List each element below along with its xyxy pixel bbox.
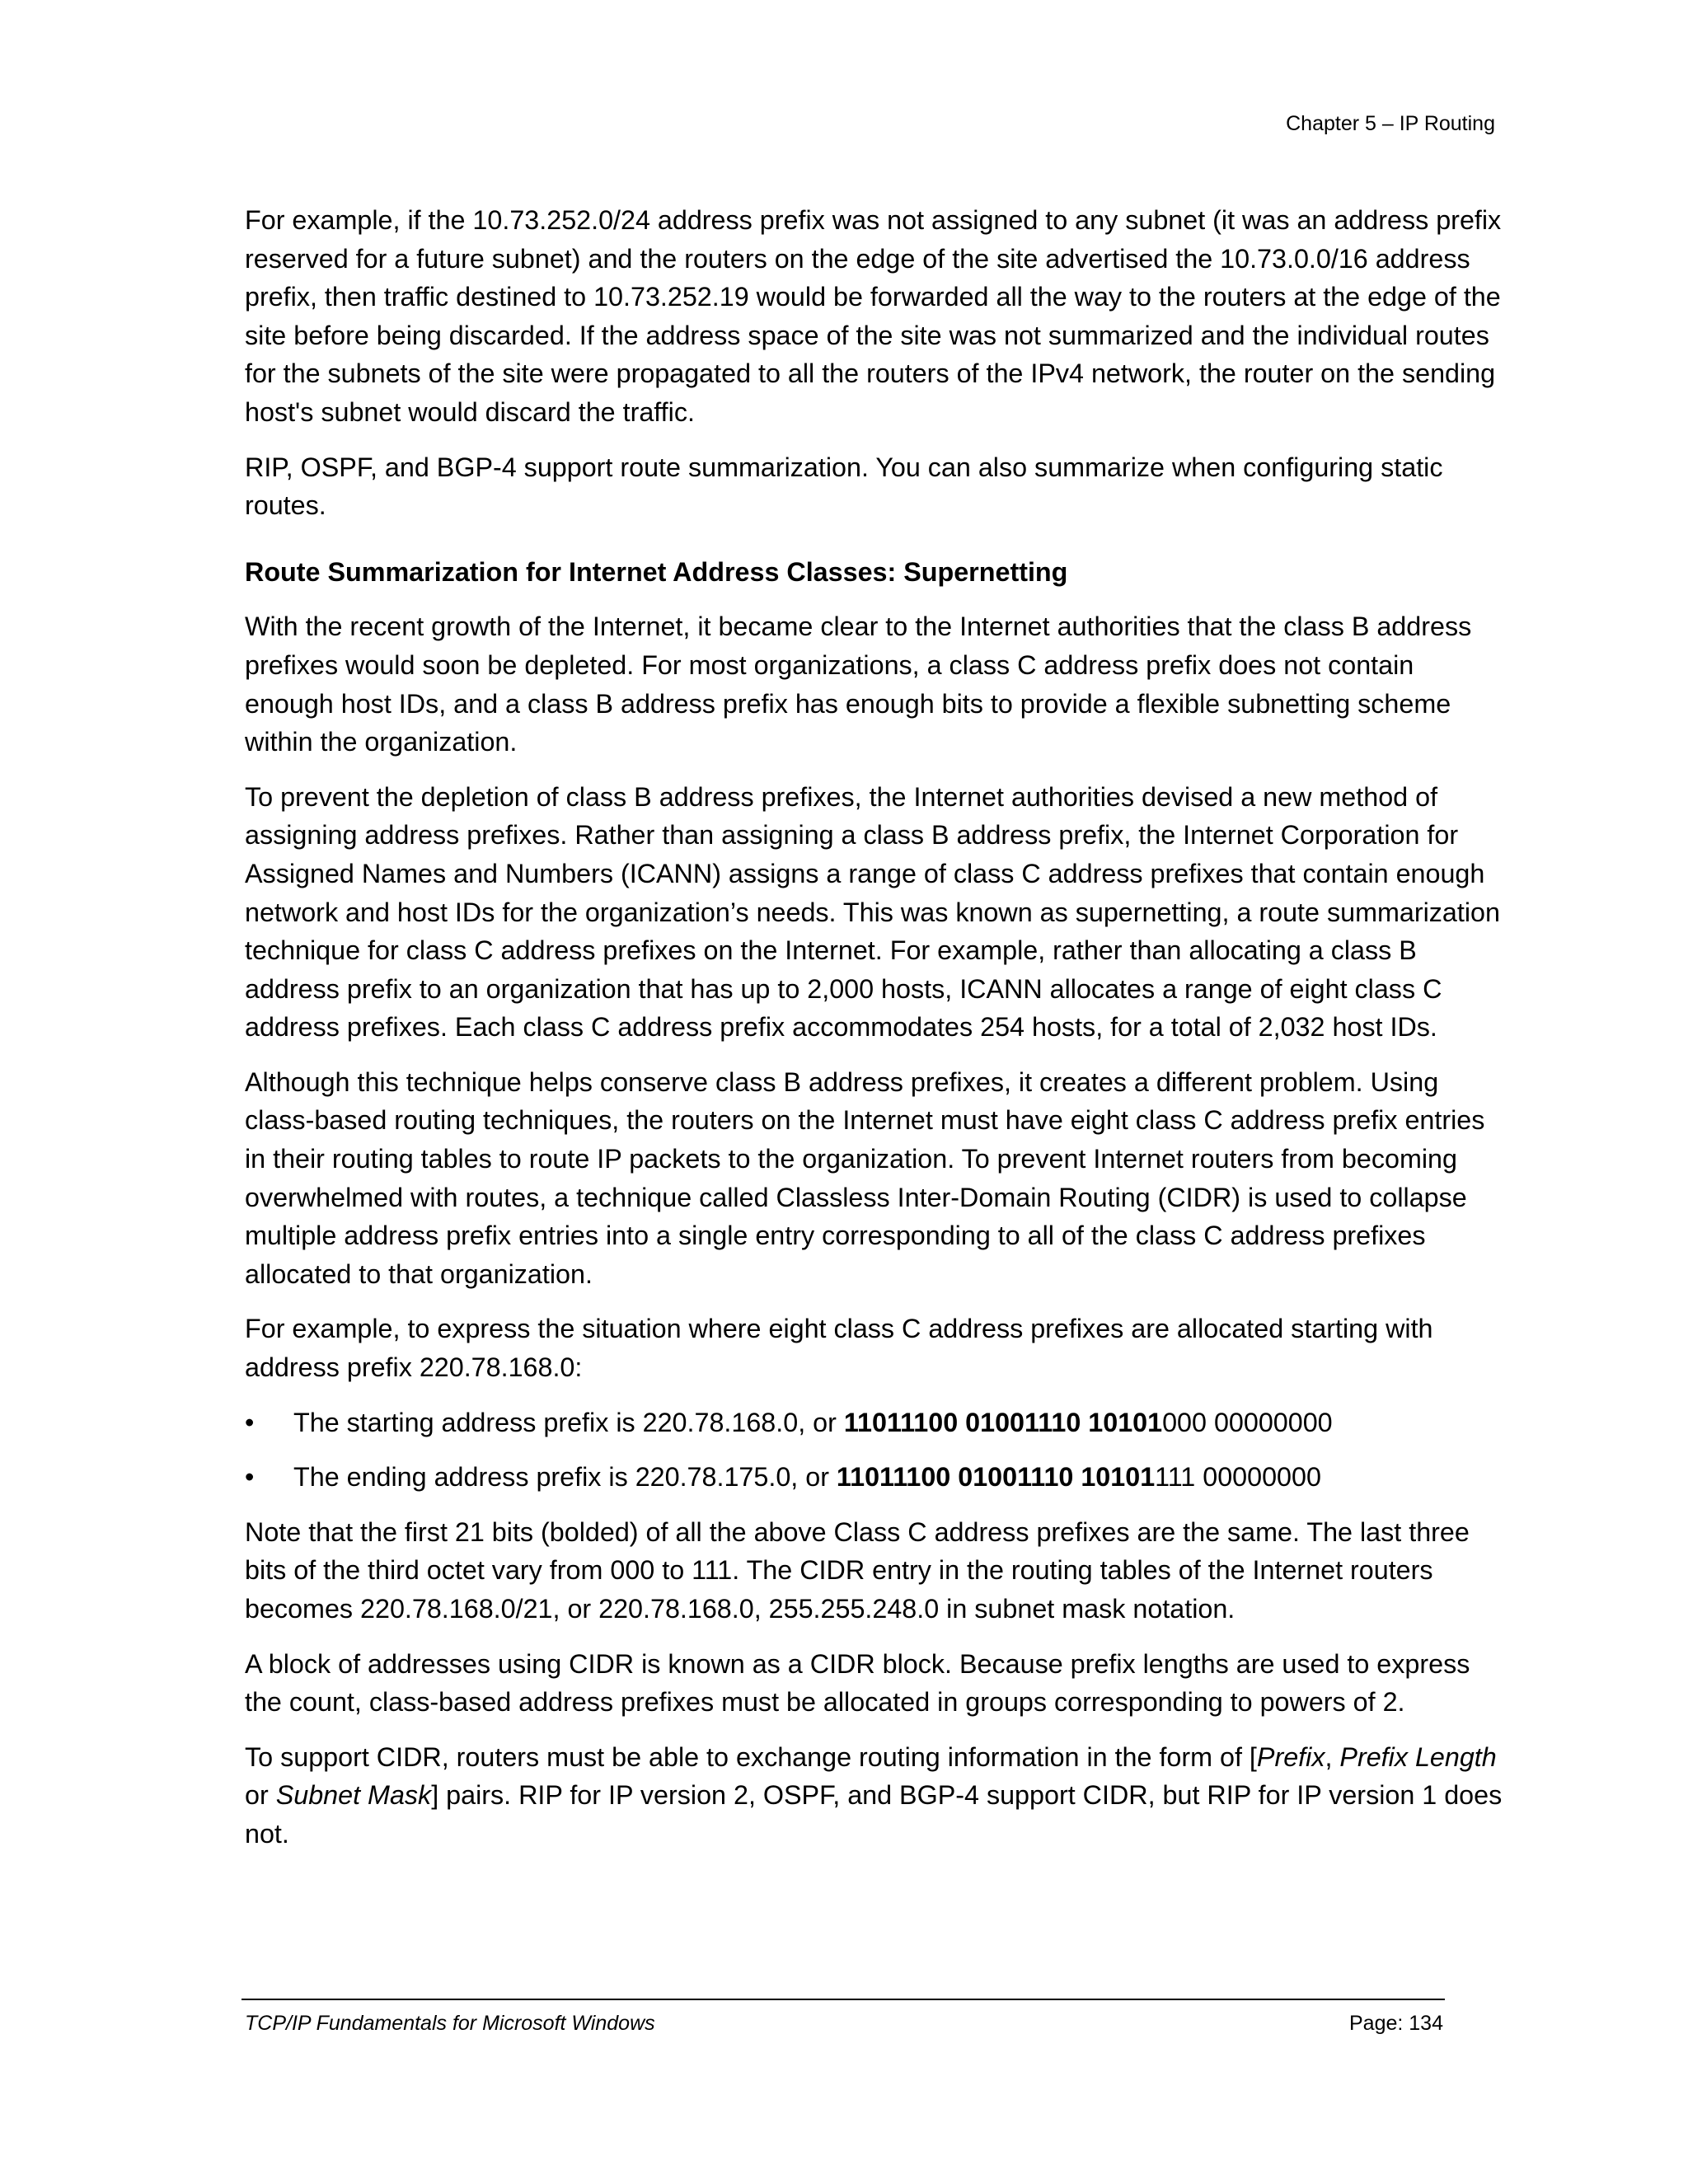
paragraph: With the recent growth of the Internet, it became clear to the Internet authorities that the class B address prefixes would soon be depleted. For most organizations, a class C address prefix does not contain enough host IDs, and a class B address prefix has enough bits to provide a flexible subnetting scheme within the organization. bbox=[245, 612, 1472, 757]
paragraph: Note that the first 21 bits (bolded) of all the above Class C address prefixes are the same. The last three bits of the third octet vary from 000 to 111. The CIDR entry in the routing tables of the Internet routers becomes 220.78.168.0/21, or 220.78.168.0, 255.255.248.0 in subnet mask notation. bbox=[245, 1516, 1470, 1624]
list-item bbox=[245, 1458, 1506, 1497]
paragraph: To support CIDR, routers must be able to exchange routing information in the form of [Prefix, Prefix Length or Subnet Mask] pairs. RIP for IP version 2, OSPF, and BGP-4 support CIDR, but RIP for IP version 1 does not. bbox=[245, 1741, 1503, 1849]
list-item-bold-bits: 11011100 01001110 10101 bbox=[836, 1462, 1156, 1493]
paragraph: A block of addresses using CIDR is known as a CIDR block. Because prefix lengths are used to express the count, class-based address prefixes must be allocated in groups corresponding to powers of 2. bbox=[245, 1648, 1470, 1718]
list-item-rest-bits: 000 00000000 bbox=[1162, 1407, 1333, 1437]
section-heading: Route Summarization for Internet Address Classes: Supernetting bbox=[245, 556, 1068, 587]
list-item-rest-bits: 111 00000000 bbox=[1155, 1462, 1321, 1493]
list-item-bold-bits: 11011100 01001110 10101 bbox=[843, 1407, 1163, 1437]
paragraph: Although this technique helps conserve class B address prefixes, it creates a different problem. Using class-based routing techniques, the routers on the Internet must have eight class C address prefix entries in their routing tables to route IP packets to the organization. To prevent Internet routers from becoming overwhelmed with routes, a technique called Classless Inter-Domain Routing (CIDR) is used to collapse multiple address prefix entries into a single entry corresponding to all of the class C address prefixes allocated to that organization. bbox=[245, 1066, 1485, 1289]
list-item-text: The starting address prefix is 220.78.168.0, or bbox=[293, 1407, 844, 1437]
running-header: Chapter 5 – IP Routing bbox=[1286, 112, 1495, 135]
list-item bbox=[245, 1404, 1506, 1442]
list-item-text: The ending address prefix is 220.78.175.0, or bbox=[293, 1462, 837, 1493]
paragraph: For example, to express the situation where eight class C address prefixes are allocated starting with address prefix 220.78.168.0: bbox=[245, 1314, 1433, 1383]
page-body bbox=[245, 201, 1506, 1870]
paragraph: For example, if the 10.73.252.0/24 address prefix was not assigned to any subnet (it was an address prefix reserved for a future subnet) and the routers on the edge of the site advertised the 10.73.0.0/16 address prefix, then traffic destined to 10.73.252.19 would be forwarded all the way to the routers at the edge of the site before being discarded. If the address space of the site was not summarized and the individual routes for the subnets of the site were propagated to all the routers of the IPv4 network, the router on the sending host's subnet would discard the traffic. bbox=[245, 205, 1502, 427]
italic-term: Prefix Length bbox=[1339, 1741, 1497, 1772]
paragraph: To prevent the depletion of class B address prefixes, the Internet authorities devised a new method of assigning address prefixes. Rather than assigning a class B address prefix, the Internet Corporation for Assigned Names and Numbers (ICANN) assigns a range of class C address prefixes that contain enough network and host IDs for the organization’s needs. This was known as supernetting, a route summarization technique for class C address prefixes on the Internet. For example, rather than allocating a class B address prefix to an organization that has up to 2,000 hosts, ICANN allocates a range of eight class C address prefixes. Each class C address prefix accommodates 254 hosts, for a total of 2,032 host IDs. bbox=[245, 781, 1500, 1043]
italic-term: Subnet Mask bbox=[275, 1780, 432, 1811]
footer-book-title: TCP/IP Fundamentals for Microsoft Windows bbox=[245, 2012, 655, 2035]
footer-divider bbox=[241, 1999, 1445, 2000]
bullet-icon: • bbox=[245, 1462, 255, 1493]
footer-page-number: Page: 134 bbox=[1349, 2012, 1443, 2035]
bullet-icon: • bbox=[245, 1407, 255, 1437]
bullet-list bbox=[245, 1404, 1506, 1497]
paragraph: RIP, OSPF, and BGP-4 support route summarization. You can also summarize when configuring static routes. bbox=[245, 452, 1443, 521]
italic-term: Prefix bbox=[1256, 1741, 1325, 1772]
